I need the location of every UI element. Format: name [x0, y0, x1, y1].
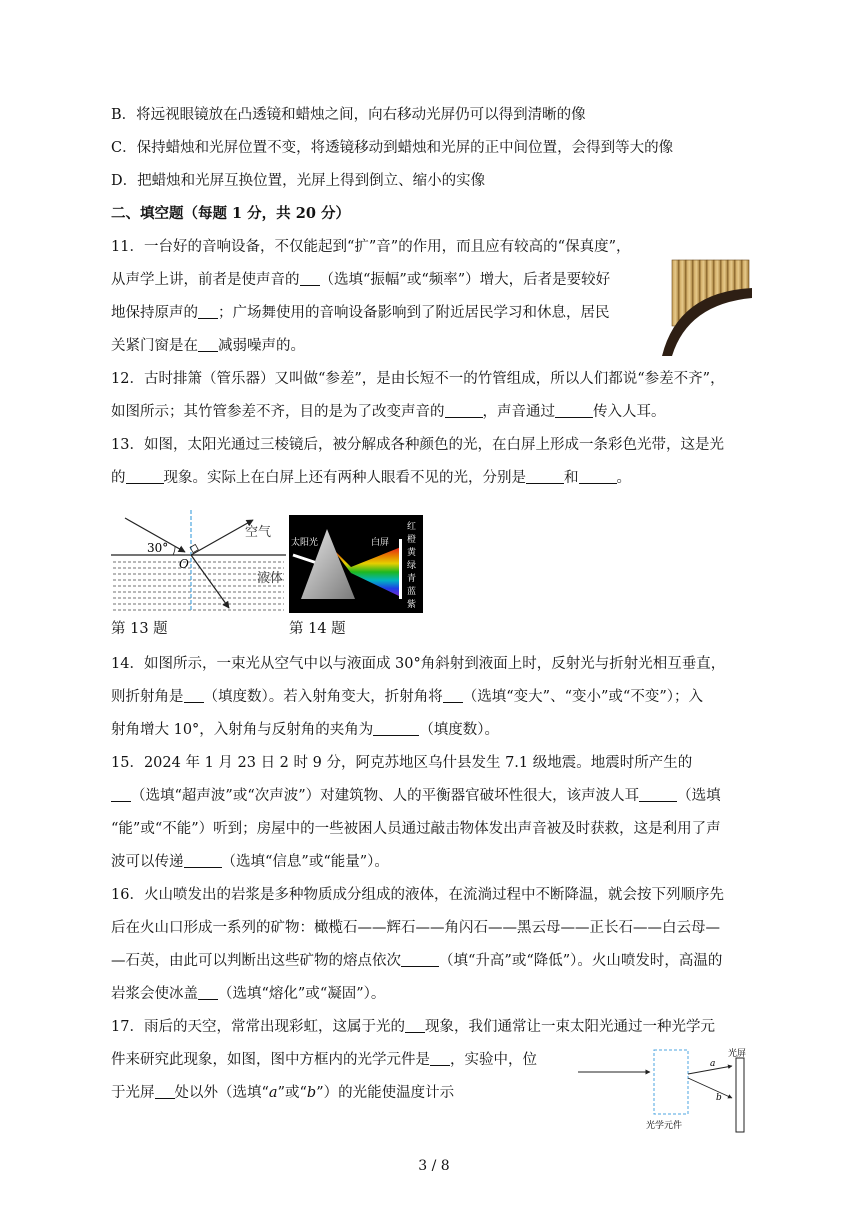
q16-line1: 16．火山喷发出的岩浆是多种物质成分组成的液体，在流淌过程中不断降温，就会按下列顺序先 [111, 887, 724, 903]
q17-line3: 于光屏 处以外（选填“a”或“b”）的光能使温度计示 [111, 1085, 455, 1101]
blank [155, 1084, 175, 1099]
blank [430, 1051, 450, 1066]
blank [555, 403, 593, 418]
optical-element-label: 光学元件 [646, 1121, 683, 1131]
q14-line3: 射角增大 10°，入射角与反射角的夹角为 （填度数）。 [111, 722, 500, 738]
q13-line2: 的 现象。实际上在白屏上还有两种人眼看不见的光，分别是 和 。 [111, 470, 631, 486]
pan-flute-image [658, 252, 754, 358]
q17-line2: 件来研究此现象，如图，图中方框内的光学元件是 ，实验中，位 [111, 1052, 537, 1068]
option-b: B．将远视眼镜放在凸透镜和蜡烛之间，向右移动光屏仍可以得到清晰的像 [111, 107, 586, 123]
q15-line4: 波可以传递 （选填“信息”或“能量”）。 [111, 854, 389, 870]
blank [198, 985, 218, 1000]
blank [405, 1018, 425, 1033]
q15-line2: （选填“超声波”或“次声波”）对建筑物、人的平衡器官破坏性很大，该声波人耳 （选填 [111, 786, 721, 806]
q11-line3: 地保持原声的 ；广场舞使用的音响设备影响到了附近居民学习和休息，居民 [111, 305, 610, 321]
q14-line2: 则折射角是 （填度数）。若入射角变大，折射角将 （选填“变大”、“变小”或“不变”）；入 [111, 689, 703, 705]
blank [401, 952, 439, 967]
ray-b-label: b [716, 1093, 722, 1103]
q14-line1: 14．如图所示，一束光从空气中以与液面成 30°角斜射到液面上时，反射光与折射光相互垂直， [111, 656, 726, 672]
air-label: 空气 [245, 525, 272, 540]
blank [443, 688, 463, 703]
figure-14-prism-image [289, 515, 423, 613]
blank [639, 787, 677, 802]
color-cyan: 青 [407, 574, 417, 584]
q16-line4: 岩浆会使冰盖 （选填“熔化”或“凝固”）。 [111, 986, 386, 1002]
q15-line1: 15．2024 年 1 月 23 日 2 时 9 分，阿克苏地区乌什县发生 7.1 级地震。地震时所产生的 [111, 755, 693, 771]
blank [111, 787, 131, 802]
color-yellow: 黄 [407, 548, 417, 558]
color-green: 绿 [407, 561, 417, 571]
color-red: 红 [407, 522, 417, 532]
blank [184, 688, 204, 703]
blank [126, 469, 164, 484]
figure-17-optical-diagram [576, 1046, 752, 1138]
blank [526, 469, 564, 484]
figure-13-caption: 第 13 题 [111, 621, 168, 637]
q16-line3: —石英，由此可以判断出这些矿物的熔点依次 （填“升高”或“降低”）。火山喷发时，高温的 [111, 953, 723, 969]
q12-line2: 如图所示；其竹管参差不齐，目的是为了改变声音的 ，声音通过 传入人耳。 [111, 404, 666, 420]
figure-14-caption: 第 14 题 [289, 621, 346, 637]
screen-label: 光屏 [728, 1049, 747, 1059]
section-title: 二、填空题（每题 1 分，共 20 分） [111, 205, 350, 222]
blank [300, 271, 320, 286]
sunlight-label: 太阳光 [291, 538, 319, 548]
q11-line4: 关紧门窗是在 减弱噪声的。 [111, 338, 305, 354]
screen-label: 白屏 [371, 538, 390, 548]
color-orange: 橙 [407, 535, 417, 545]
angle-label: 30° [147, 541, 169, 555]
blank [184, 853, 222, 868]
blank [198, 304, 218, 319]
option-d: D．把蜡烛和光屏互换位置，光屏上得到倒立、缩小的实像 [111, 173, 486, 189]
color-violet: 紫 [407, 600, 417, 610]
q11-line2: 从声学上讲，前者是使声音的 （选填“振幅”或“频率”）增大，后者是要较好 [111, 272, 611, 288]
figure-13-reflection-diagram [111, 508, 286, 614]
q16-line2: 后在火山口形成一系列的矿物：橄榄石——辉石——角闪石——黑云母——正长石——白云母— [111, 920, 720, 936]
q15-line3: “能”或“不能”）听到；房屋中的一些被困人员通过敲击物体发出声音被及时获救，这是利用了声 [111, 821, 721, 837]
color-blue: 蓝 [407, 587, 417, 597]
page-number: 3 / 8 [418, 1158, 450, 1174]
liquid-label: 液体 [257, 571, 284, 586]
q13-line1: 13．如图，太阳光通过三棱镜后，被分解成各种颜色的光，在白屏上形成一条彩色光带，这是光 [111, 437, 724, 453]
q11-line1: 11．一台好的音响设备，不仅能起到“扩”音”的作用，而且应有较高的“保真度”， [111, 239, 631, 255]
blank [445, 403, 483, 418]
q12-line1: 12．古时排箫（管乐器）又叫做“参差”，是由长短不一的竹管组成，所以人们都说“参差不齐”， [111, 371, 725, 387]
blank [373, 721, 419, 736]
ray-a-label: a [710, 1059, 716, 1069]
option-c: C．保持蜡烛和光屏位置不变，将透镜移动到蜡烛和光屏的正中间位置，会得到等大的像 [111, 140, 674, 156]
q17-line1: 17．雨后的天空，常常出现彩虹，这属于光的 现象，我们通常让一束太阳光通过一种光学元 [111, 1019, 715, 1035]
blank [198, 337, 218, 352]
blank [579, 469, 617, 484]
point-o-label: O [179, 557, 189, 571]
